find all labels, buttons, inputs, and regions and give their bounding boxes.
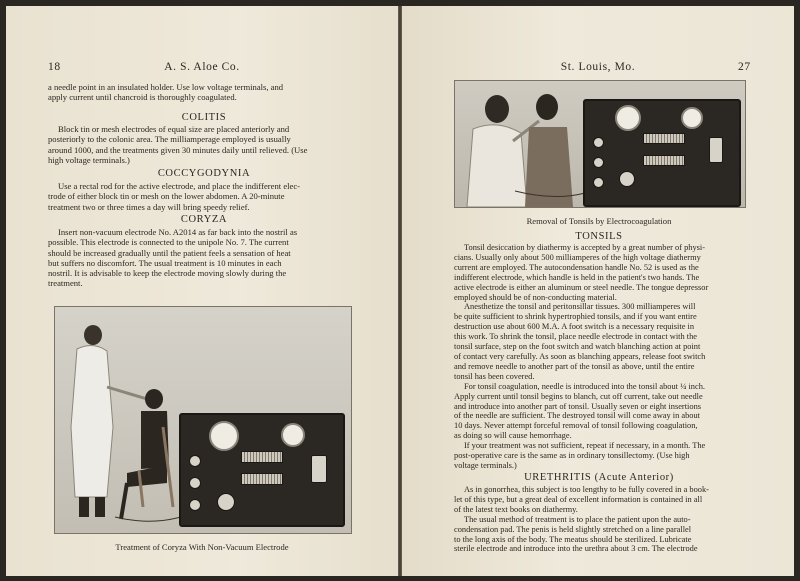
tonsils-photo xyxy=(454,80,746,208)
control-knob xyxy=(189,477,201,489)
control-knob xyxy=(619,171,635,187)
page-number: 27 xyxy=(738,61,751,73)
right-figure-caption: Removal of Tonsils by Electrocoagulation xyxy=(526,216,672,226)
heading-coryza: CORYZA xyxy=(180,214,228,225)
tonsils-text: Tonsil desiccation by diathermy is accepted by a great number of physi- cians. Usually only about 500 milliamperes of the high voltage diathermy current are employed. The autocondensation handle No. 52 is used as the indifferent electrode, which handle is held in the patient's two hands. The active electrode is either an aluminum or steel needle. The tongue depressor employed should be of non-conducting material. Anesthetize the tonsil and peritonsillar tissues. 300 milliamperes will be quite sufficient to shrink hypertrophied tonsils, and if you want entire destruction use about 600 M.A. A foot switch is a necessary requisite in this work. To shrink the tonsil, place needle electrode in contact with the tonsil surface, step on the foot switch and watch blanching action at point of contact very carefully. As soon as blanching appears, release foot switch and remove needle to another part of the tonsil as above, until the entire tonsil has been covered. For tonsil coagulation, needle is introduced into the tonsil about ¼ inch. Apply current until tonsil begins to blanch, cut off current, take out needle and introduce into another part of tonsil. Usually seven or eight insertions of the needle are sufficient. The destroyed tonsil will come away in about 10 days. Never attempt forceful removal of tonsil following coagulation, as doing so will cause hemorrhage. If your treatment was not sufficient, repeat if necessary, in a month. The post-operative care is the same as in ordinary tonsillectomy. (Use high voltage terminals.) xyxy=(454,243,709,470)
control-knob xyxy=(189,499,201,511)
page-number: 18 xyxy=(48,61,61,73)
heading-coccygodynia: COCCYGODYNIA xyxy=(157,168,251,179)
left-page xyxy=(6,6,398,576)
intro-text: a needle point in an insulated holder. Use low voltage terminals, and apply current until chancroid is thoroughly coagulated. xyxy=(48,82,284,103)
running-head: A. S. Aloe Co. xyxy=(164,61,240,73)
control-knob xyxy=(593,157,604,168)
coil xyxy=(241,451,283,463)
heading-urethritis: URETHRITIS (Acute Anterior) xyxy=(524,472,674,483)
meter-dial xyxy=(681,107,703,129)
colitis-text: Block tin or mesh electrodes of equal size are placed anteriorly and posteriorly to the colonic area. The milliamperage employed is usually around 1000, and the treatments given 30 minutes daily until relieved. (Use high voltage terminals.) xyxy=(48,124,308,165)
heading-tonsils: TONSILS xyxy=(575,231,623,242)
control-knob xyxy=(593,177,604,188)
coil xyxy=(241,473,283,485)
coryza-photo xyxy=(54,306,352,534)
coil xyxy=(643,155,685,166)
switch xyxy=(709,137,723,163)
control-knob xyxy=(217,493,235,511)
meter-dial xyxy=(281,423,305,447)
coil xyxy=(643,133,685,144)
diathermy-machine xyxy=(179,413,345,527)
left-figure-caption: Treatment of Coryza With Non-Vacuum Electrode xyxy=(115,542,289,552)
coccygodynia-text: Use a rectal rod for the active electrode, and place the indifferent elec- trode of either block tin or mesh on the lower abdomen. A 20-minute treatment two or three times a day will bring speedy relief. xyxy=(48,181,301,212)
heading-colitis: COLITIS xyxy=(181,112,227,123)
coryza-text: Insert non-vacuum electrode No. A2014 as far back into the nostril as possible. This electrode is connected to the unipole No. 7. The current should be increased gradually until the patient feels a sensation of heat but suffers no discomfort. The usual treatment is 10 minutes in each nostril. It is advisable to keep the electrode moving slowly during the treatment. xyxy=(48,227,298,289)
urethritis-text: As in gonorrhea, this subject is too lengthy to be fully covered in a book- let of this type, but a great deal of excellent information is contained in all of the latest text books on diathermy. The usual method of treatment is to place the patient upon the auto- condensation pad. The penis is held slightly stretched on a line parallel to the long axis of the body. The meatus should be sterilized. Lubricate sterile electrode and introduce into the urethra about 3 cm. The electrode xyxy=(454,485,709,554)
meter-dial xyxy=(615,105,641,131)
running-head: St. Louis, Mo. xyxy=(560,61,636,73)
right-page xyxy=(402,6,794,576)
diathermy-machine xyxy=(583,99,741,207)
control-knob xyxy=(593,137,604,148)
meter-dial xyxy=(209,421,239,451)
control-knob xyxy=(189,455,201,467)
switch xyxy=(311,455,327,483)
